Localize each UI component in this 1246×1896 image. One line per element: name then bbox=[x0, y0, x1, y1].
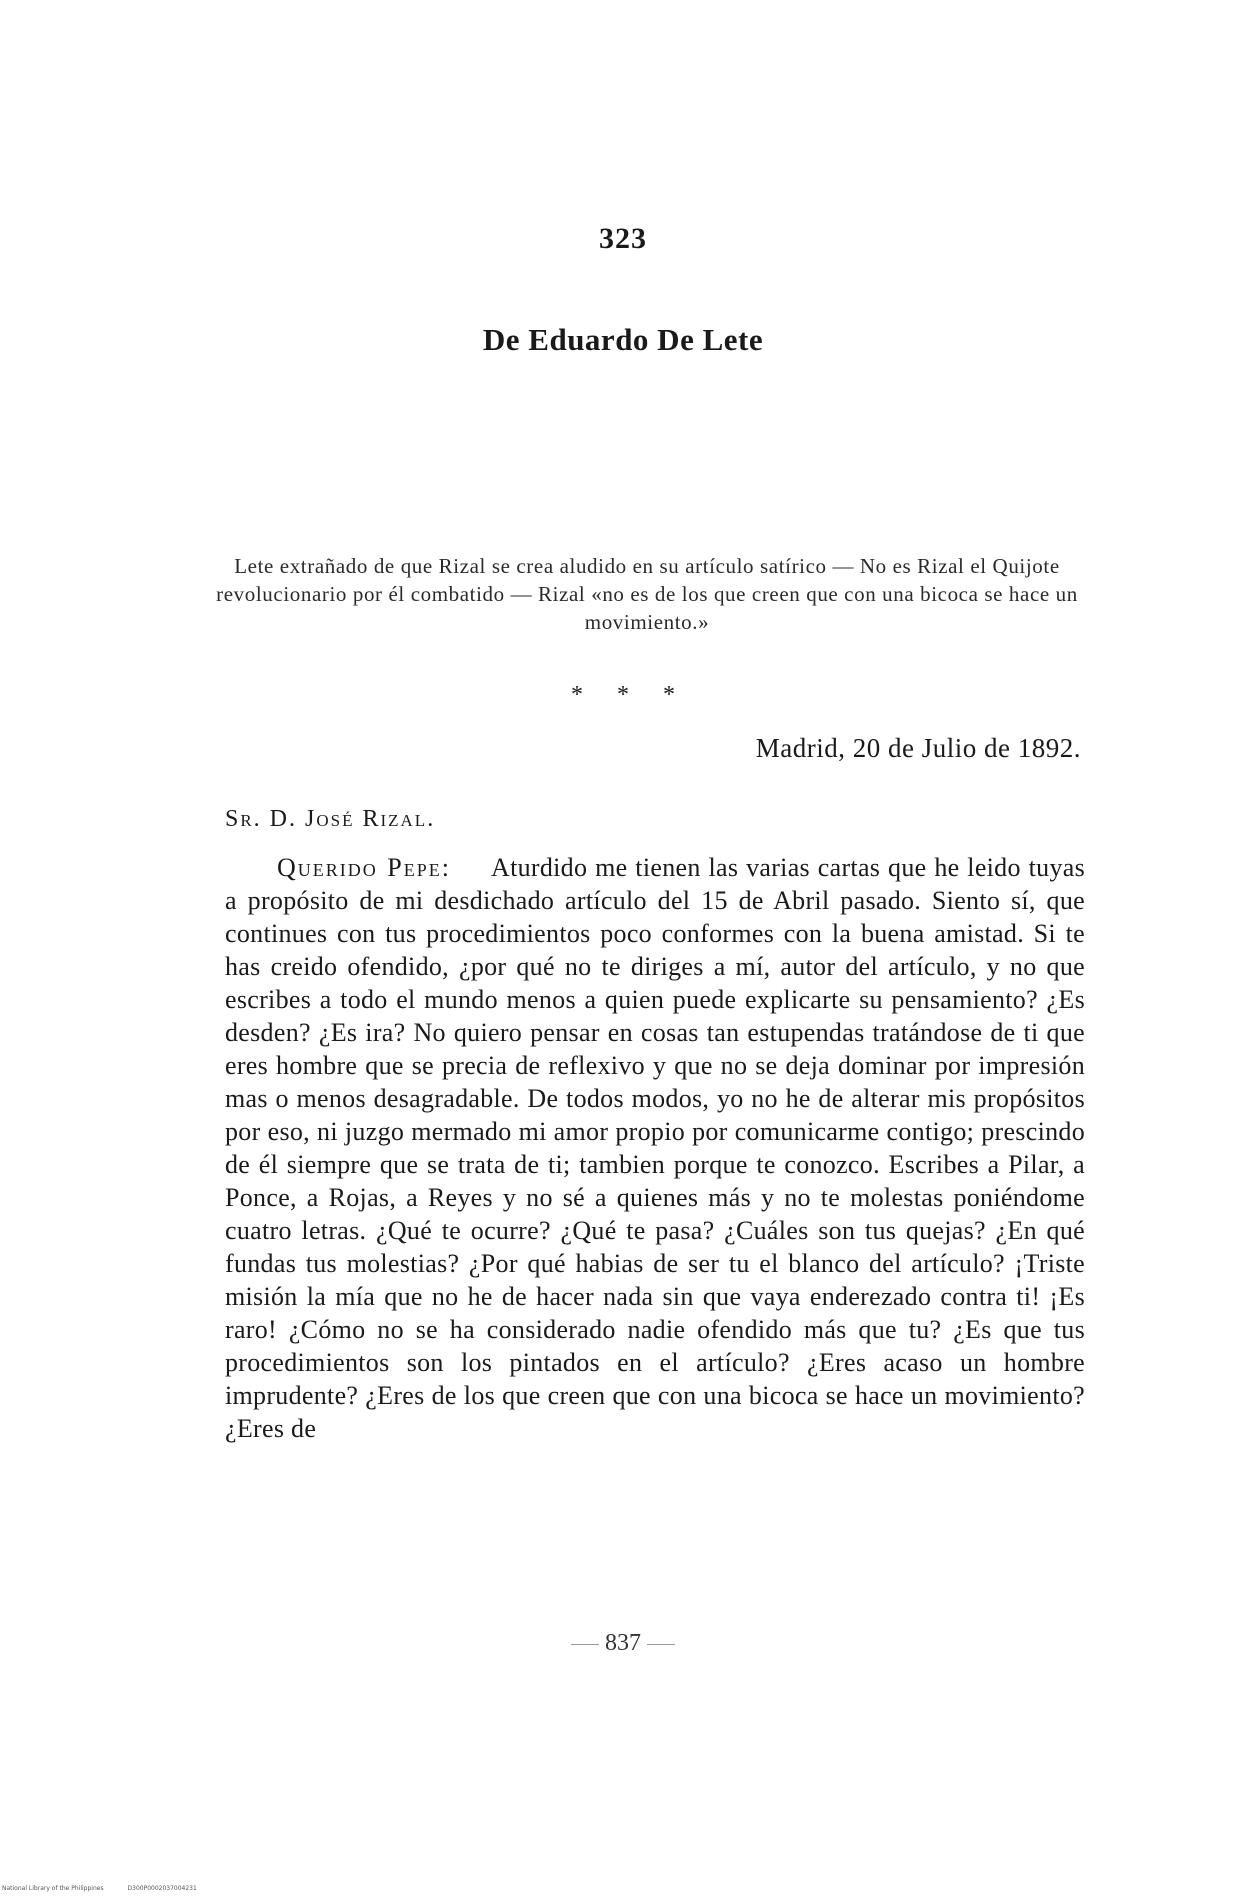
footer-library: National Library of the Philippines bbox=[2, 1885, 104, 1892]
footer-code: D300P0002037004231 bbox=[127, 1885, 197, 1892]
scan-footer bbox=[2, 1885, 219, 1892]
section-separator: * * * bbox=[571, 682, 675, 708]
page-number: 323 bbox=[599, 222, 647, 255]
folio-number bbox=[0, 1630, 1246, 1657]
folio-dash-right bbox=[647, 1644, 675, 1645]
letter-body-text: Aturdido me tienen las varias cartas que he leido tuyas a propósito de mi desdichado artículo del 15 de Abril pasado. Siento sí, que continues con tus procedimientos poco conformes con la buena amistad. Si te has creido ofendido, ¿por qué no te diriges a mí, autor del artículo, y no que escribes a todo el mundo menos a quien puede explicarte su pensamiento? ¿Es desden? ¿Es ira? No quiero pensar en cosas tan estupendas tratándose de ti que eres hombre que se precia de reflexivo y que no se deja dominar por impresión mas o menos desagradable. De todos modos, yo no he de alterar mis propósitos por eso, ni juzgo mermado mi amor propio por comunicarme contigo; prescindo de él siempre que se trata de ti; tambien porque te conozco. Escribes a Pilar, a Ponce, a Rojas, a Reyes y no sé a quienes más y no te molestas poniéndome cuatro letras. ¿Qué te ocurre? ¿Qué te pasa? ¿Cuáles son tus quejas? ¿En qué fundas tus molestias? ¿Por qué habias de ser tu el blanco del artículo? ¡Triste misión la mía que no he de hacer nada sin que vaya enderezado contra ti! ¡Es raro! ¿Cómo no se ha considerado nadie ofendido más que tu? ¿Es que tus procedimientos son los pintados en el artículo? ¿Eres acaso un hombre imprudente? ¿Eres de los que creen que con una bicoca se hace un movimiento? ¿Eres de bbox=[225, 853, 1085, 1443]
salutation: Querido Pepe: bbox=[277, 853, 451, 882]
addressee: Sr. D. José Rizal. bbox=[225, 806, 436, 832]
letter-title: De Eduardo De Lete bbox=[482, 322, 764, 357]
folio-text: 837 bbox=[605, 1630, 641, 1656]
letter-body bbox=[225, 851, 1085, 1445]
folio-dash-left bbox=[571, 1644, 599, 1645]
dateline: Madrid, 20 de Julio de 1892. bbox=[755, 733, 1081, 763]
letter-summary: Lete extrañado de que Rizal se crea aludido en su artículo satírico — No es Rizal el Quijote revolucionario por él combatido — Rizal «no es de los que creen que con una bicoca se hace un movimiento.» bbox=[216, 554, 1078, 634]
